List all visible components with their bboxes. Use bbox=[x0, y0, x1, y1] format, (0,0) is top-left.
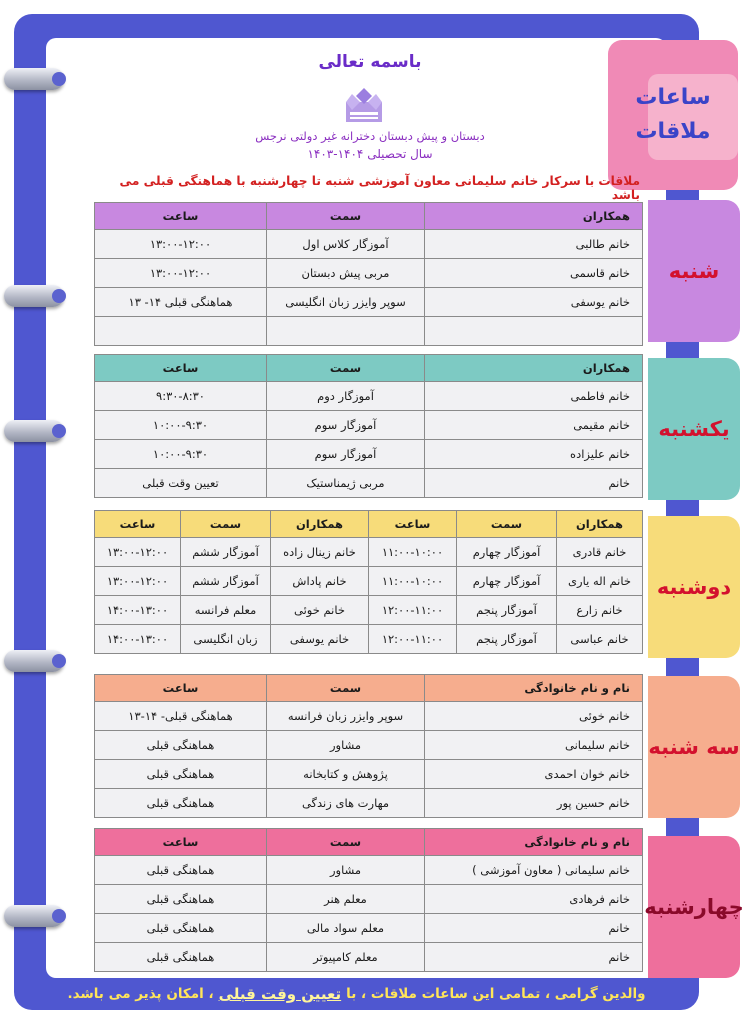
table-row bbox=[95, 914, 643, 943]
column-header: سمت bbox=[267, 203, 425, 230]
table-cell: خانم اله یاری bbox=[557, 567, 643, 596]
column-header: ساعت bbox=[95, 675, 267, 702]
monday-table bbox=[94, 510, 643, 654]
table-row bbox=[95, 885, 643, 914]
column-header: سمت bbox=[181, 511, 271, 538]
binder-ring-icon bbox=[4, 285, 64, 307]
notice-text: ملاقات با سرکار خانم سلیمانی معاون آموزشی شنبه تا چهارشنبه با هماهنگی قبلی می باشد bbox=[119, 174, 640, 202]
column-header: سمت bbox=[457, 511, 557, 538]
binder-ring-icon bbox=[4, 420, 64, 442]
tab-wednesday bbox=[644, 836, 744, 978]
table-row bbox=[95, 760, 643, 789]
table-cell: معلم هنر bbox=[267, 885, 425, 914]
table-cell: آموزگار پنجم bbox=[457, 625, 557, 654]
table-cell: ۱۰:۰۰-۹:۳۰ bbox=[95, 440, 267, 469]
table-cell: آموزگار پنجم bbox=[457, 596, 557, 625]
table-cell: خانم فرهادی bbox=[425, 885, 643, 914]
academic-year: سال تحصیلی ۱۴۰۴-۱۴۰۳ bbox=[307, 147, 433, 161]
table-cell: آموزگار چهارم bbox=[457, 567, 557, 596]
table-row bbox=[95, 288, 643, 317]
column-header: همکاران bbox=[425, 355, 643, 382]
table-cell: خانم سلیمانی ( معاون آموزشی ) bbox=[425, 856, 643, 885]
table-cell: خانم سلیمانی bbox=[425, 731, 643, 760]
table-row bbox=[95, 596, 643, 625]
table-row bbox=[95, 440, 643, 469]
column-header: ساعت bbox=[95, 203, 267, 230]
table-cell: خانم زارع bbox=[557, 596, 643, 625]
column-header: ساعت bbox=[95, 511, 181, 538]
tab-saturday bbox=[648, 200, 740, 342]
table-row bbox=[95, 625, 643, 654]
table-cell: تعیین وقت قبلی bbox=[95, 469, 267, 498]
column-header: همکاران bbox=[271, 511, 369, 538]
table-cell: مربی پیش دبستان bbox=[267, 259, 425, 288]
column-header: سمت bbox=[267, 355, 425, 382]
table-row bbox=[95, 538, 643, 567]
table-cell: هماهنگی قبلی bbox=[95, 943, 267, 972]
column-header: سمت bbox=[267, 675, 425, 702]
table-cell: ۱۱:۰۰-۱۰:۰۰ bbox=[369, 567, 457, 596]
table-row bbox=[95, 230, 643, 259]
column-header: همکاران bbox=[425, 203, 643, 230]
footer-highlight: تعیین وقت قبلی bbox=[218, 985, 342, 1003]
table-row bbox=[95, 259, 643, 288]
table-cell: معلم فرانسه bbox=[181, 596, 271, 625]
page-title: باسمه تعالی bbox=[318, 52, 422, 72]
table-cell: خانم مقیمی bbox=[425, 411, 643, 440]
tab-tuesday bbox=[648, 676, 740, 818]
sunday-table bbox=[94, 354, 643, 498]
table-cell bbox=[425, 317, 643, 346]
table-cell: ۱۳:۰۰-۱۲:۰۰ bbox=[95, 259, 267, 288]
column-header: نام و نام خانوادگی bbox=[425, 829, 643, 856]
binder-ring-icon bbox=[4, 905, 64, 927]
table-cell: مربی ژیمناستیک bbox=[267, 469, 425, 498]
column-header: نام و نام خانوادگی bbox=[425, 675, 643, 702]
table-cell: خانم خوان احمدی bbox=[425, 760, 643, 789]
saturday-table bbox=[94, 202, 643, 346]
column-header: ساعت bbox=[95, 829, 267, 856]
table-cell: سوپر وایزر زبان انگلیسی bbox=[267, 288, 425, 317]
table-cell: خانم خوئی bbox=[271, 596, 369, 625]
table-cell: خانم قادری bbox=[557, 538, 643, 567]
binder-ring-icon bbox=[4, 68, 64, 90]
table-cell: آموزگار سوم bbox=[267, 411, 425, 440]
table-cell: هماهنگی قبلی bbox=[95, 914, 267, 943]
tab-monday-label: دوشنبه bbox=[656, 575, 732, 599]
table-cell: ۱۲:۰۰-۱۱:۰۰ bbox=[369, 596, 457, 625]
table-cell: آموزگار ششم bbox=[181, 538, 271, 567]
table-cell: هماهنگی قبلی- ۱۴-۱۳ bbox=[95, 702, 267, 731]
table-row bbox=[95, 943, 643, 972]
table-cell: ۱۳:۰۰-۱۲:۰۰ bbox=[95, 567, 181, 596]
table-cell: آموزگار چهارم bbox=[457, 538, 557, 567]
table-cell: خانم bbox=[425, 914, 643, 943]
table-cell: مشاور bbox=[267, 856, 425, 885]
table-header-row bbox=[95, 511, 643, 538]
table-cell: سوپر وایزر زبان فرانسه bbox=[267, 702, 425, 731]
table-cell: ۱۰:۰۰-۹:۳۰ bbox=[95, 411, 267, 440]
footer-text-part2: ، امکان پذیر می باشد. bbox=[67, 986, 214, 1002]
footer-text-part1: والدین گرامی ، تمامی این ساعات ملاقات ، با bbox=[346, 986, 646, 1002]
table-cell: خانم یوسفی bbox=[425, 288, 643, 317]
table-cell: ۱۳:۰۰-۱۲:۰۰ bbox=[95, 230, 267, 259]
table-cell: ۱۱:۰۰-۱۰:۰۰ bbox=[369, 538, 457, 567]
table-cell: هماهنگی قبلی bbox=[95, 789, 267, 818]
table-cell: هماهنگی قبلی bbox=[95, 731, 267, 760]
tab-monday bbox=[648, 516, 740, 658]
table-cell: مهارت های زندگی bbox=[267, 789, 425, 818]
table-row bbox=[95, 702, 643, 731]
table-cell: هماهنگی قبلی bbox=[95, 856, 267, 885]
footer-note bbox=[14, 978, 699, 1010]
table-cell bbox=[95, 317, 267, 346]
table-cell: خانم bbox=[425, 469, 643, 498]
table-cell: آموزگار کلاس اول bbox=[267, 230, 425, 259]
tab-sunday-label: یکشنبه bbox=[658, 417, 730, 441]
table-cell: خانم زینال زاده bbox=[271, 538, 369, 567]
table-cell: خانم علیزاده bbox=[425, 440, 643, 469]
table-cell bbox=[267, 317, 425, 346]
table-row bbox=[95, 411, 643, 440]
table-row bbox=[95, 382, 643, 411]
table-header-row bbox=[95, 203, 643, 230]
tab-tuesday-label: سه شنبه bbox=[648, 735, 740, 759]
table-cell: خانم عباسی bbox=[557, 625, 643, 654]
table-cell: پژوهش و کتابخانه bbox=[267, 760, 425, 789]
column-header: سمت bbox=[267, 829, 425, 856]
table-cell: خانم پاداش bbox=[271, 567, 369, 596]
table-cell: خانم فاطمی bbox=[425, 382, 643, 411]
table-cell: ۱۴:۰۰-۱۳:۰۰ bbox=[95, 625, 181, 654]
table-header-row bbox=[95, 675, 643, 702]
table-row bbox=[95, 856, 643, 885]
table-cell: آموزگار دوم bbox=[267, 382, 425, 411]
table-header-row bbox=[95, 355, 643, 382]
table-cell: هماهنگی قبلی bbox=[95, 885, 267, 914]
table-cell: مشاور bbox=[267, 731, 425, 760]
table-row bbox=[95, 469, 643, 498]
table-row bbox=[95, 731, 643, 760]
tab-wednesday-label: چهارشنبه bbox=[644, 895, 744, 919]
side-title-line1: ساعات bbox=[635, 85, 711, 110]
column-header: ساعت bbox=[369, 511, 457, 538]
table-cell: ۱۳:۰۰-۱۲:۰۰ bbox=[95, 538, 181, 567]
column-header: همکاران bbox=[557, 511, 643, 538]
binder-ring-icon bbox=[4, 650, 64, 672]
table-cell: زبان انگلیسی bbox=[181, 625, 271, 654]
tab-saturday-label: شنبه bbox=[668, 259, 720, 283]
table-cell: خانم قاسمی bbox=[425, 259, 643, 288]
table-row bbox=[95, 567, 643, 596]
school-name: دبستان و پیش دبستان دخترانه غیر دولتی نرجس bbox=[255, 129, 485, 143]
table-cell: خانم یوسفی bbox=[271, 625, 369, 654]
table-cell: ۱۲:۰۰-۱۱:۰۰ bbox=[369, 625, 457, 654]
column-header: ساعت bbox=[95, 355, 267, 382]
table-header-row bbox=[95, 829, 643, 856]
wednesday-table bbox=[94, 828, 643, 972]
table-row bbox=[95, 317, 643, 346]
table-cell: آموزگار سوم bbox=[267, 440, 425, 469]
table-row bbox=[95, 789, 643, 818]
tuesday-table bbox=[94, 674, 643, 818]
side-title-tab bbox=[608, 40, 738, 190]
table-cell: خانم حسین پور bbox=[425, 789, 643, 818]
school-logo-icon bbox=[346, 86, 382, 122]
table-cell: هماهنگی قبلی ۱۴- ۱۳ bbox=[95, 288, 267, 317]
table-cell: خانم خوئی bbox=[425, 702, 643, 731]
table-cell: معلم کامپیوتر bbox=[267, 943, 425, 972]
side-title-line2: ملاقات bbox=[635, 119, 711, 144]
table-cell: خانم bbox=[425, 943, 643, 972]
tab-sunday bbox=[648, 358, 740, 500]
table-cell: آموزگار ششم bbox=[181, 567, 271, 596]
table-cell: خانم طالبی bbox=[425, 230, 643, 259]
table-cell: معلم سواد مالی bbox=[267, 914, 425, 943]
table-cell: ۱۴:۰۰-۱۳:۰۰ bbox=[95, 596, 181, 625]
table-cell: هماهنگی قبلی bbox=[95, 760, 267, 789]
table-cell: ۹:۳۰-۸:۳۰ bbox=[95, 382, 267, 411]
